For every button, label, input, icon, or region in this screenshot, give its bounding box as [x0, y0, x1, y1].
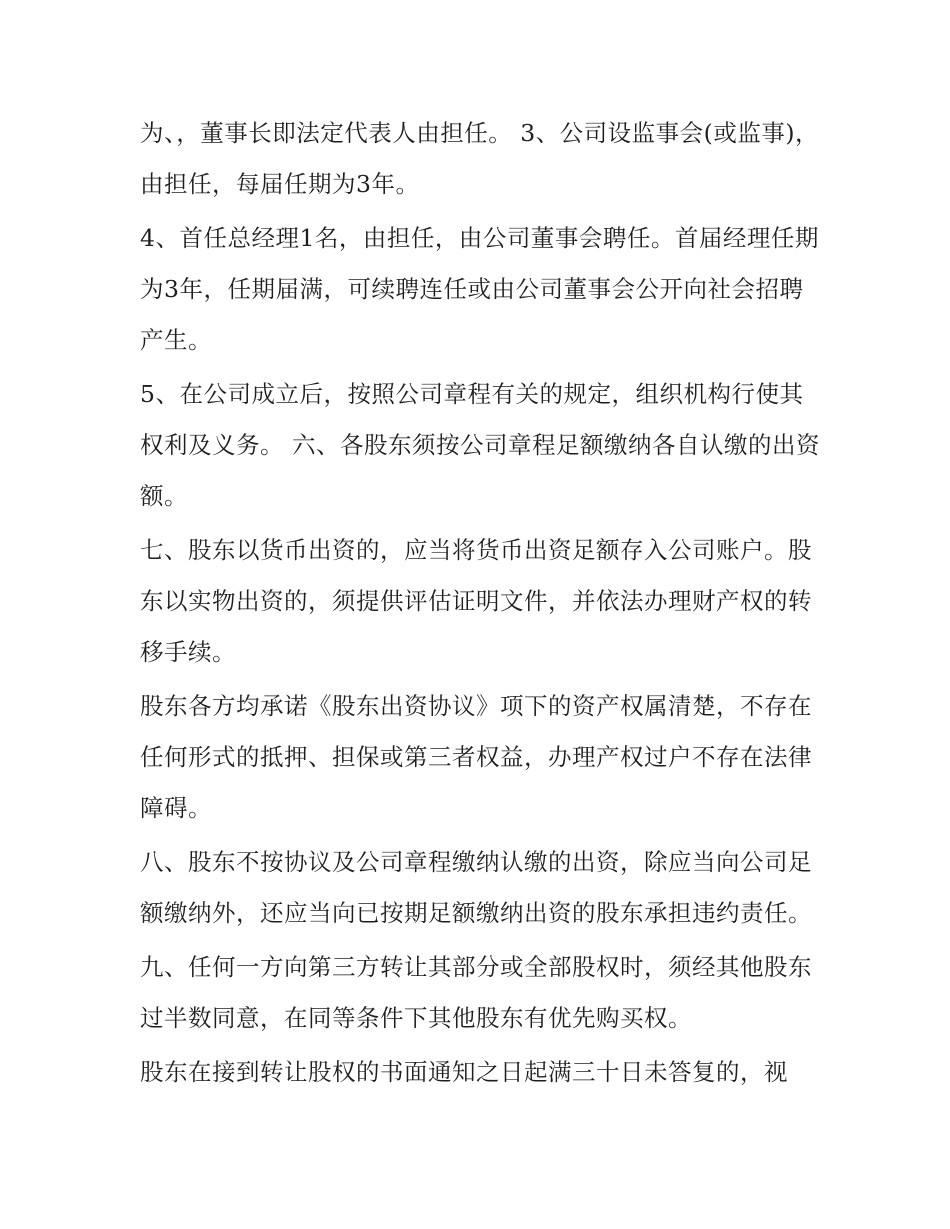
paragraph-equity-transfer: 九、任何一方向第三方转让其部分或全部股权时，须经其他股东过半数同意，在同等条件下其他股东有优先购买权。	[140, 953, 812, 1032]
paragraph-general-manager: 4、首任总经理1名，由担任，由公司董事会聘任。首届经理任期为3年，任期届满，可续聘连任或由公司董事会公开向社会招聘产生。	[140, 224, 819, 354]
document-page	[140, 108, 820, 1101]
paragraph-capital-contribution: 七、股东以货币出资的，应当将货币出资足额存入公司账户。股东以实物出资的，须提供评估证明文件，并依法办理财产权的转移手续。	[140, 536, 812, 666]
paragraph-board-supervisors: 为、，董事长即法定代表人由担任。 3、公司设监事会(或监事)，由担任，每届任期为3年。	[140, 119, 820, 198]
paragraph-asset-ownership: 股东各方均承诺《股东出资协议》项下的资产权属清楚，不存在任何形式的抵押、担保或第三者权益，办理产权过户不存在法律障碍。	[140, 692, 812, 822]
paragraph-transfer-notice: 股东在接到转让股权的书面通知之日起满三十日未答复的，视	[140, 1058, 788, 1086]
paragraph-organization-rights: 5、在公司成立后，按照公司章程有关的规定，组织机构行使其权利及义务。 六、各股东须按公司章程足额缴纳各自认缴的出资额。	[140, 380, 820, 510]
paragraph-breach-liability: 八、股东不按协议及公司章程缴纳认缴的出资，除应当向公司足额缴纳外，还应当向已按期足额缴纳出资的股东承担违约责任。	[140, 848, 812, 927]
